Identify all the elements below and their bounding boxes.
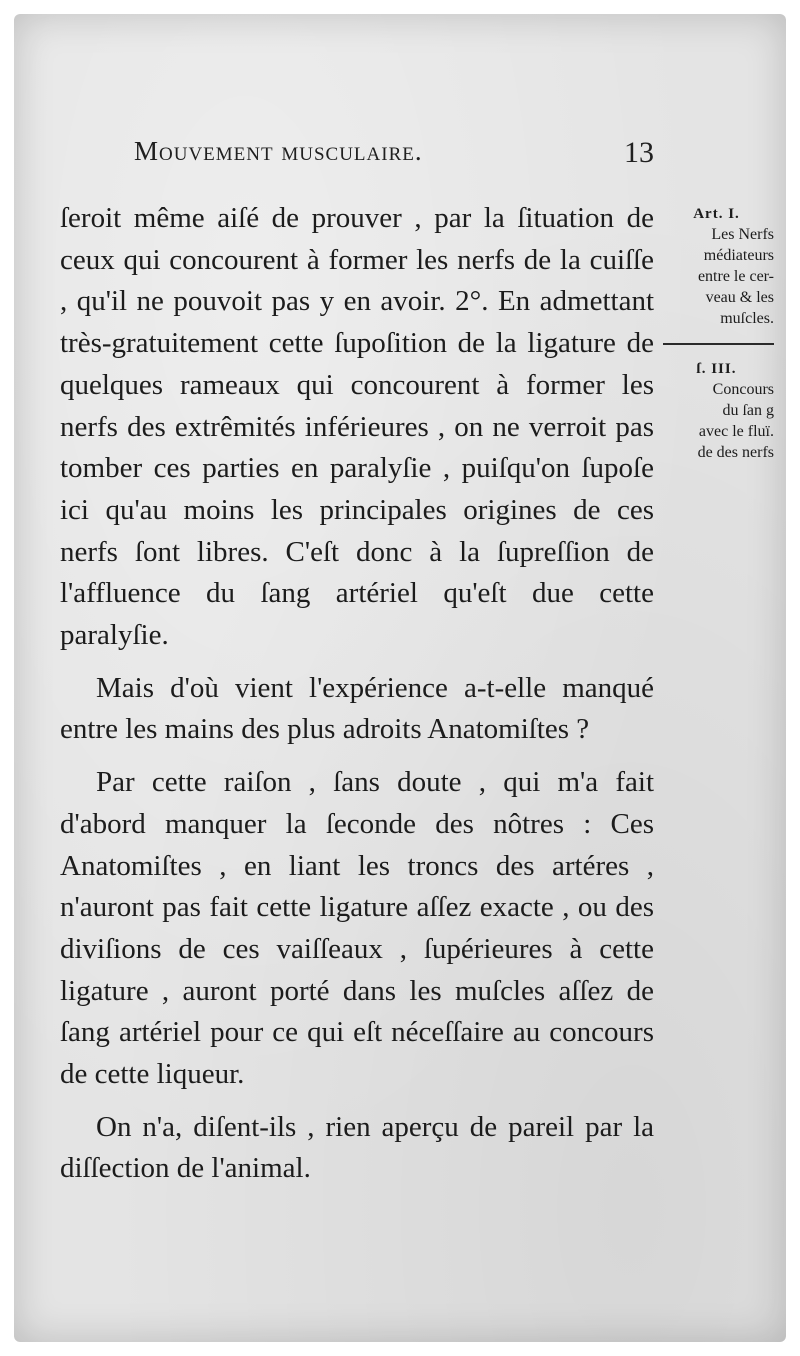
running-head [134, 136, 654, 176]
margin-note-line: Les Nerfs [711, 226, 774, 243]
paragraph: On n'a, diſent-ils , rien aperçu de pareil par la diſſection de l'animal. [60, 1110, 654, 1185]
margin-note-line: veau & les [705, 289, 774, 306]
margin-note-article [659, 204, 774, 329]
margin-note-line: Concours [712, 381, 774, 398]
margin-note-label: Art. I. [693, 206, 740, 222]
margin-note-line: de des nerfs [697, 444, 774, 461]
margin-note-section [659, 359, 774, 463]
paragraph: Par cette raiſon , ſans doute , qui m'a fait d'abord manquer la ſeconde des nôtres : Ces Anatomiſtes , en liant les troncs des artéres , n'auront pas fait cette ligature aſſez exacte , ou des diviſions de ces vaiſſeaux , ſupérieures à cette ligature , auront porté dans les muſcles aſſez de ſang artériel pour ce qui eſt néceſſaire au concours de cette liqueur. [60, 766, 654, 1091]
paragraph: ſeroit même aiſé de prouver , par la ſituation de ceux qui concourent à former les nerfs de la cuiſſe , qu'il ne pouvoit pas y en avoir. 2°. En admettant très-gratuitement cette ſupoſition de la ligature de quelques rameaux qui concourent à former les nerfs des extrêmités inférieures , on ne verroit pas tomber ces parties en paralyſie , puiſqu'on ſupoſe ici qu'au moins les principales origines de ces nerfs ſont libres. C'eſt donc à la ſupreſſion de l'affluence du ſang artériel qu'eſt due cette paralyſie. [60, 202, 654, 652]
margin-note-line: médiateurs [703, 247, 774, 264]
page-number: 13 [624, 136, 654, 169]
book-page [14, 14, 786, 1342]
running-title: Mouvement musculaire. [134, 136, 423, 166]
paragraph: Mais d'où vient l'expérience a-t-elle manqué entre les mains des plus adroits Anatomiſtes ? [60, 671, 654, 746]
margin-note-line: muſcles. [720, 310, 774, 327]
margin-note-line: entre le cer- [697, 268, 774, 285]
margin-note-label: ſ. III. [696, 361, 737, 377]
margin-divider [663, 343, 774, 345]
body-text [60, 198, 654, 1190]
margin-notes [659, 204, 774, 463]
margin-note-line: avec le fluï. [698, 423, 774, 440]
margin-note-line: du ſan g [722, 402, 774, 419]
